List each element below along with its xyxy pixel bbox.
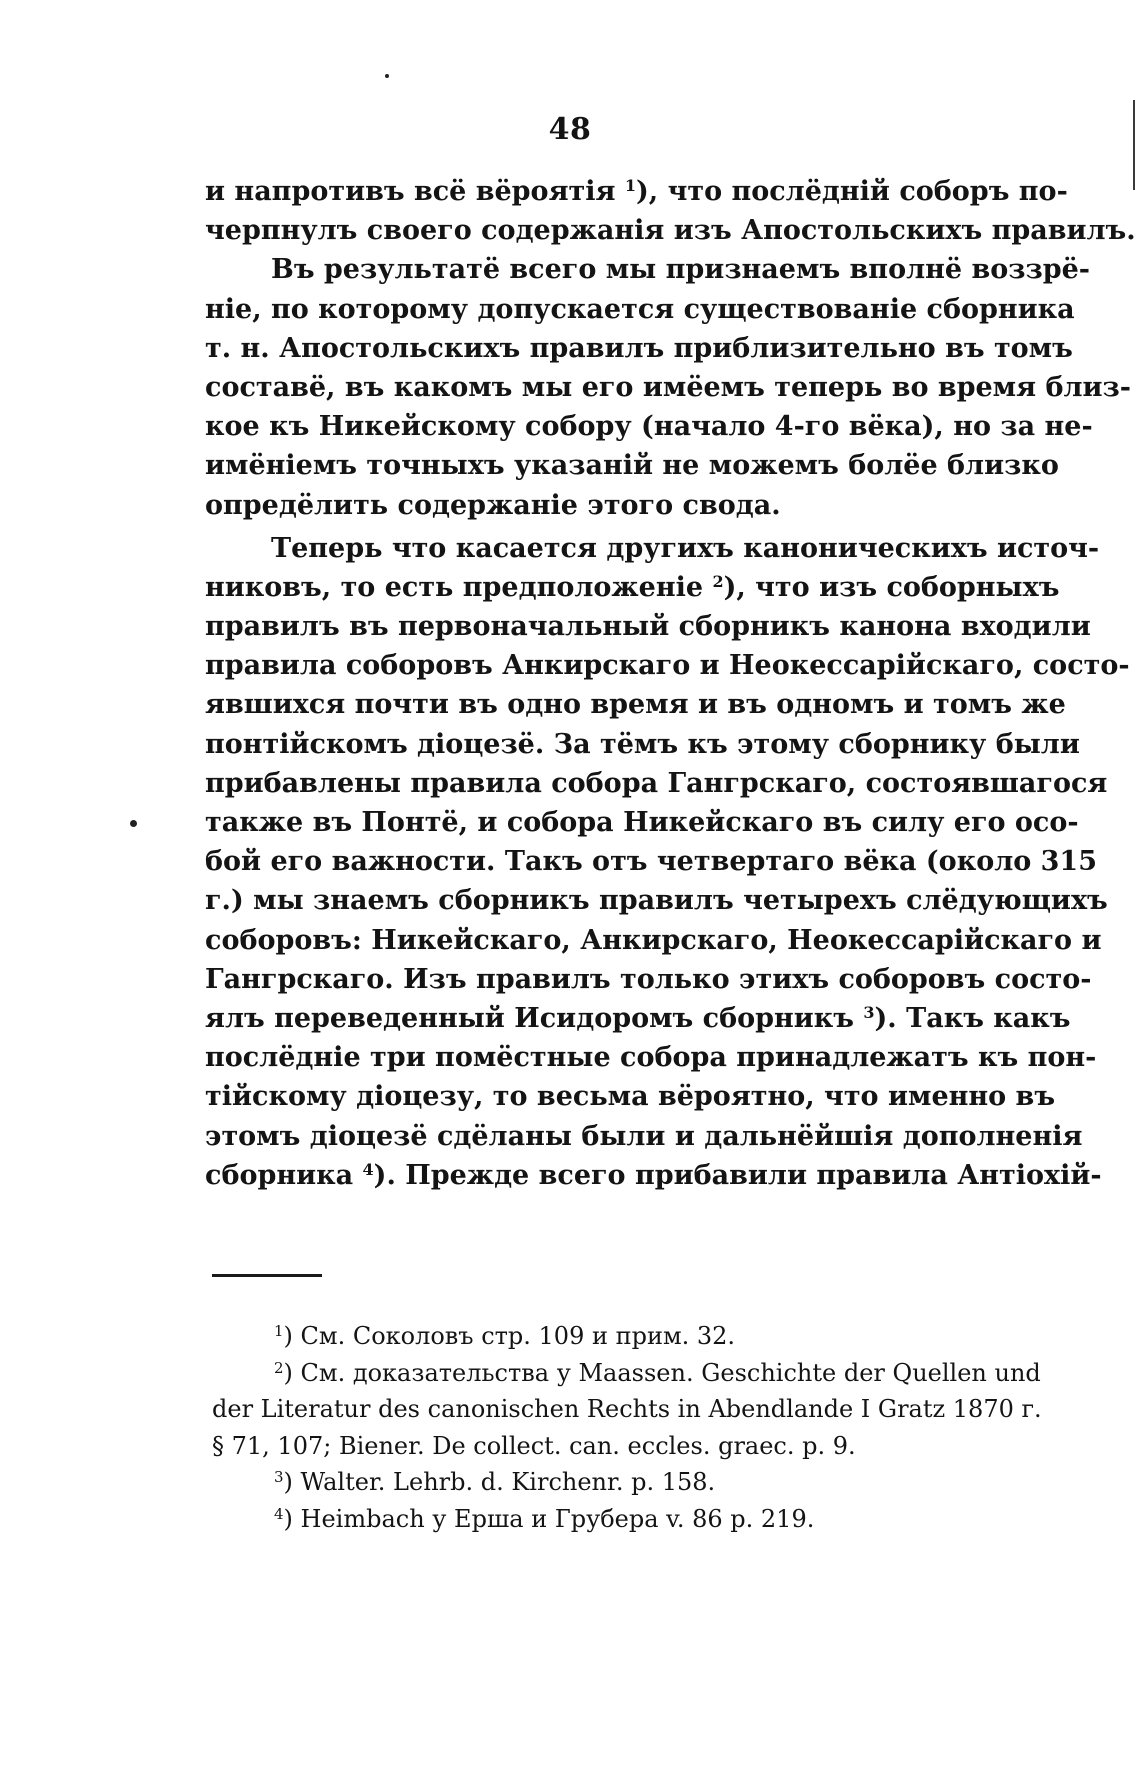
footnote-continuation: der Literatur des canonischen Rechts in Abendlande I Gratz 1870 г.	[212, 1395, 1042, 1423]
text-line: также въ Понтё, и собора Никейскаго въ силу его осо-	[205, 807, 1079, 838]
text-line: понтійскомъ діоцезё. За тёмъ къ этому сборнику были	[205, 728, 1080, 760]
text-line: правилъ въ первоначальный сборникъ канона входили	[205, 611, 1091, 643]
text-line: прибавлены правила собора Гангрскаго, состоявшагося	[205, 767, 1108, 799]
text-line: явшихся почти въ одно время и въ одномъ и томъ же	[205, 689, 1066, 721]
text-line: Гангрскаго. Изъ правилъ только этихъ соборовъ состо-	[205, 963, 1092, 995]
text-line: этомъ діоцезё сдёланы были и дальнёйшія дополненія	[205, 1120, 1083, 1152]
text-line: ялъ переведенный Исидоромъ сборникъ $^3$). Такъ какъ	[205, 1002, 1071, 1034]
main-text	[205, 172, 1136, 1195]
page-number: 48	[548, 112, 592, 147]
text-line: кое къ Никейскому собору (начало 4-го вёка), но за не-	[205, 411, 1093, 443]
text-line: черпнулъ своего содержанія изъ Апостольскихъ правилъ.	[205, 215, 1136, 247]
text-line: г.) мы знаемъ сборникъ правилъ четырехъ слёдующихъ	[205, 885, 1108, 917]
footnote-ref: 1	[624, 176, 636, 195]
text-line: составё, въ какомъ мы его имёемъ теперь во время близ-	[205, 371, 1131, 403]
text-line: послёдніе три помёстные собора принадлежатъ къ пон-	[205, 1042, 1097, 1074]
footnote: $^3$) Walter. Lehrb. d. Kirchenr. p. 158.	[274, 1468, 716, 1496]
text-line: опредёлить содержаніе этого свода.	[205, 489, 781, 521]
text-line: правила соборовъ Анкирскаго и Неокесcарійскаго, состо-	[205, 650, 1130, 682]
footnote: $^2$) См. доказательства у Maassen. Geschichte der Quellen und	[274, 1358, 1041, 1387]
paragraph-start: Теперь что касается другихъ каноническихъ источ-	[271, 532, 1100, 564]
text-line: ніе, по которому допускается существованіе сборника	[205, 293, 1075, 325]
footnote: $^4$) Heimbach у Ерша и Грубера v. 86 p. 219.	[274, 1504, 815, 1533]
footnote: $^1$) См. Соколовъ стр. 109 и прим. 32.	[274, 1322, 736, 1350]
footnote-separator	[212, 1274, 322, 1277]
footnotes	[212, 1318, 1042, 1537]
text-line: имёніемъ точныхъ указаній не можемъ болёе близко	[205, 450, 1059, 482]
scan-speck	[130, 820, 137, 827]
text-line: никовъ, то есть предположеніе $^2$), что изъ соборныхъ	[205, 571, 1060, 603]
text-line: соборовъ: Никейскаго, Анкирскаго, Неокессарійскаго и	[205, 924, 1102, 956]
text-line: бой его важности. Такъ отъ четвертаго вёка (около 315	[205, 846, 1098, 878]
scan-speck	[385, 74, 389, 78]
paragraph-start: Въ результатё всего мы признаемъ вполнё воззрё-	[271, 254, 1090, 286]
text-line: тійскому діоцезу, то весьма вёроятно, что именно въ	[205, 1081, 1056, 1113]
text-line: т. н. Апостольскихъ правилъ приблизительно въ томъ	[205, 332, 1073, 364]
footnote-ref: 4	[362, 1159, 374, 1179]
footnote-ref: 2	[712, 571, 724, 591]
footnote-continuation: § 71, 107; Biener. De collect. can. eccles. graec. p. 9.	[212, 1431, 856, 1460]
scan-edge-mark	[1133, 100, 1135, 190]
text-line: сборника $^4$). Прежде всего прибавили правила Антіохій-	[205, 1159, 1102, 1191]
footnote-ref: 3	[863, 1002, 875, 1022]
text-line: и напротивъ всё вёроятія $^1$), что послёдній соборъ по-	[205, 176, 1068, 207]
